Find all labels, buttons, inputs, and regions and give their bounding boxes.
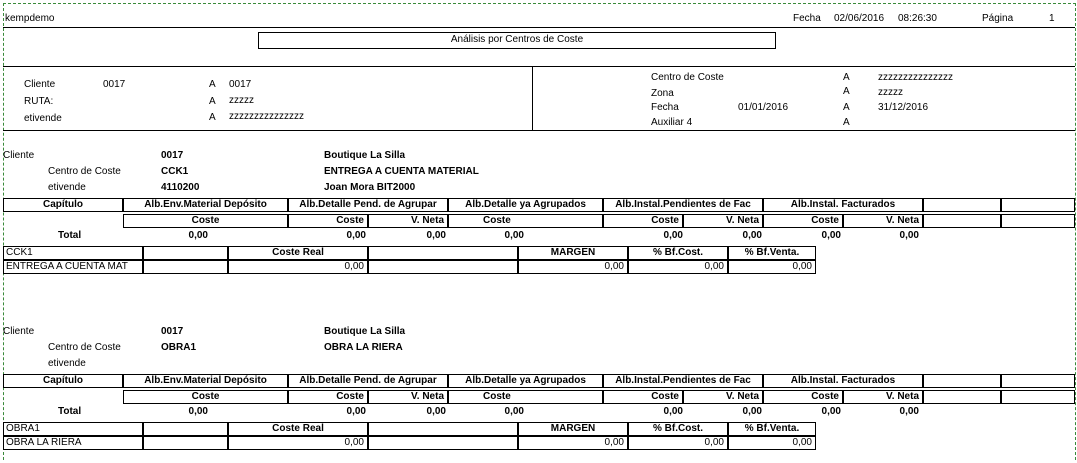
section-etivende-label: etivende: [48, 358, 86, 369]
col-alb-det-pend: Alb.Detalle Pend. de Agrupar: [288, 374, 448, 388]
summary-margen: 0,00: [518, 436, 628, 450]
filter-cliente-from: 0017: [103, 79, 126, 90]
col-capitulo: Capítulo: [3, 374, 123, 388]
section-cliente-label: Cliente: [3, 150, 35, 161]
section-cliente-name: Boutique La Silla: [324, 326, 406, 337]
summary-bf-cost: 0,00: [628, 260, 728, 274]
col-empty-3: [923, 390, 1001, 404]
filter-zona-a: A: [843, 86, 850, 97]
filter-zona-to: zzzzz: [878, 87, 903, 98]
section-total-label: Total: [58, 406, 82, 417]
col-inst-pend-coste: Coste: [603, 214, 683, 228]
page-number: 1: [1049, 13, 1055, 24]
filter-zona-label: Zona: [651, 88, 674, 99]
summary-coste-real: 0,00: [228, 260, 368, 274]
section-total-value: 0,00: [742, 406, 762, 417]
section-total-value: 0,00: [426, 406, 446, 417]
filter-cc-label: Centro de Coste: [651, 72, 724, 83]
summary-empty-a: [143, 422, 228, 436]
company-name: kempdemo: [5, 13, 55, 24]
col-det-pend-vneta: V. Neta: [368, 214, 448, 228]
filter-fecha-from: 01/01/2016: [738, 102, 789, 113]
filter-fecha-label: Fecha: [651, 102, 679, 113]
date-label: Fecha: [793, 13, 821, 24]
filter-cliente-a: A: [209, 79, 216, 90]
section-total-value: 0,00: [742, 230, 762, 241]
section-total-value: 0,00: [663, 230, 683, 241]
summary-empty-c: [143, 436, 228, 450]
summary-empty-b: [368, 246, 518, 260]
filter-etivende-a: A: [209, 112, 216, 123]
summary-code: CCK1: [3, 246, 143, 260]
col-inst-fact-vneta: V. Neta: [843, 214, 923, 228]
col-det-pend-vneta: V. Neta: [368, 390, 448, 404]
col-empty-3: [923, 214, 1001, 228]
filter-aux-a: A: [843, 117, 850, 128]
section-cliente-name: Boutique La Silla: [324, 150, 406, 161]
section-total-value: 0,00: [663, 406, 683, 417]
col-alb-env-coste: Coste: [123, 214, 288, 228]
section-cc-name: OBRA LA RIERA: [324, 342, 403, 353]
col-inst-pend-vneta: V. Neta: [683, 214, 763, 228]
page-label: Página: [982, 13, 1014, 24]
section-cc-label: Centro de Coste: [48, 166, 121, 177]
col-det-ya-coste: Coste: [448, 214, 603, 228]
filter-ruta-label: RUTA:: [24, 96, 54, 107]
col-alb-det-ya: Alb.Detalle ya Agrupados: [448, 198, 603, 212]
section-total-label: Total: [58, 230, 82, 241]
section-cliente-code: 0017: [161, 326, 184, 337]
report-title: Análisis por Centros de Coste: [258, 32, 776, 49]
summary-margen-label: MARGEN: [518, 246, 628, 260]
section-total-value: 0,00: [346, 230, 366, 241]
section-total-value: 0,00: [821, 406, 841, 417]
summary-coste-real-label: Coste Real: [228, 246, 368, 260]
col-inst-fact-coste: Coste: [763, 214, 843, 228]
summary-bf-cost-label: % Bf.Cost.: [628, 246, 728, 260]
col-alb-inst-fact: Alb.Instal. Facturados: [763, 374, 923, 388]
section-total-value: 0,00: [504, 406, 524, 417]
section-total-value: 0,00: [504, 230, 524, 241]
col-empty-2: [1001, 374, 1075, 388]
section-total-value: 0,00: [899, 406, 919, 417]
summary-name: ENTREGA A CUENTA MAT: [3, 260, 143, 274]
header-rule: [3, 27, 1075, 28]
col-inst-pend-vneta: V. Neta: [683, 390, 763, 404]
summary-bf-venta: 0,00: [728, 436, 816, 450]
section-total-value: 0,00: [188, 406, 208, 417]
summary-coste-real-label: Coste Real: [228, 422, 368, 436]
section-total-value: 0,00: [899, 230, 919, 241]
summary-name: OBRA LA RIERA: [3, 436, 143, 450]
section-cc-code: CCK1: [161, 166, 189, 177]
summary-margen-label: MARGEN: [518, 422, 628, 436]
section-total-value: 0,00: [821, 230, 841, 241]
filter-ruta-a: A: [209, 96, 216, 107]
section-etivende-name: Joan Mora BIT2000: [324, 182, 416, 193]
col-alb-env-coste: Coste: [123, 390, 288, 404]
summary-empty-a: [143, 246, 228, 260]
summary-empty-d: [368, 260, 518, 274]
col-empty-2: [1001, 198, 1075, 212]
section-total-value: 0,00: [426, 230, 446, 241]
col-empty-1: [923, 374, 1001, 388]
col-alb-env: Alb.Env.Material Depósito: [123, 198, 288, 212]
filter-cc-to: zzzzzzzzzzzzzzz: [878, 72, 953, 83]
col-alb-det-ya: Alb.Detalle ya Agrupados: [448, 374, 603, 388]
filter-etivende-label: etivende: [24, 113, 62, 124]
col-det-ya-coste: Coste: [448, 390, 603, 404]
section-cliente-code: 0017: [161, 150, 184, 161]
summary-empty-c: [143, 260, 228, 274]
filter-cliente-label: Cliente: [24, 79, 56, 90]
filter-fecha-to: 31/12/2016: [878, 102, 929, 113]
col-det-pend-coste: Coste: [288, 390, 368, 404]
col-alb-env: Alb.Env.Material Depósito: [123, 374, 288, 388]
col-det-pend-coste: Coste: [288, 214, 368, 228]
section-cc-name: ENTREGA A CUENTA MATERIAL: [324, 166, 479, 177]
filter-cliente-to: 0017: [229, 79, 252, 90]
col-alb-det-pend: Alb.Detalle Pend. de Agrupar: [288, 198, 448, 212]
summary-margen: 0,00: [518, 260, 628, 274]
col-empty-1: [923, 198, 1001, 212]
col-alb-inst-pend: Alb.Instal.Pendientes de Fac: [603, 198, 763, 212]
section-total-value: 0,00: [188, 230, 208, 241]
section-total-value: 0,00: [346, 406, 366, 417]
summary-coste-real: 0,00: [228, 436, 368, 450]
filter-divider: [532, 66, 533, 131]
filter-etivende-to: zzzzzzzzzzzzzzz: [229, 111, 304, 122]
filter-aux-label: Auxiliar 4: [651, 117, 693, 128]
col-empty-4: [1001, 214, 1075, 228]
filter-ruta-to: zzzzz: [229, 95, 254, 106]
filter-cc-a: A: [843, 72, 850, 83]
summary-empty-b: [368, 422, 518, 436]
col-inst-pend-coste: Coste: [603, 390, 683, 404]
col-alb-inst-pend: Alb.Instal.Pendientes de Fac: [603, 374, 763, 388]
section-etivende-label: etivende: [48, 182, 86, 193]
summary-bf-cost: 0,00: [628, 436, 728, 450]
col-alb-inst-fact: Alb.Instal. Facturados: [763, 198, 923, 212]
section-etivende-code: 4110200: [161, 182, 200, 193]
col-capitulo: Capítulo: [3, 198, 123, 212]
summary-bf-venta-label: % Bf.Venta.: [728, 422, 816, 436]
summary-code: OBRA1: [3, 422, 143, 436]
section-cliente-label: Cliente: [3, 326, 35, 337]
report-time: 08:26:30: [898, 13, 937, 24]
summary-bf-venta: 0,00: [728, 260, 816, 274]
filter-fecha-a: A: [843, 102, 850, 113]
summary-bf-cost-label: % Bf.Cost.: [628, 422, 728, 436]
summary-empty-d: [368, 436, 518, 450]
col-inst-fact-vneta: V. Neta: [843, 390, 923, 404]
section-cc-label: Centro de Coste: [48, 342, 121, 353]
section-cc-code: OBRA1: [161, 342, 197, 353]
col-empty-4: [1001, 390, 1075, 404]
col-inst-fact-coste: Coste: [763, 390, 843, 404]
report-date: 02/06/2016: [834, 13, 885, 24]
summary-bf-venta-label: % Bf.Venta.: [728, 246, 816, 260]
